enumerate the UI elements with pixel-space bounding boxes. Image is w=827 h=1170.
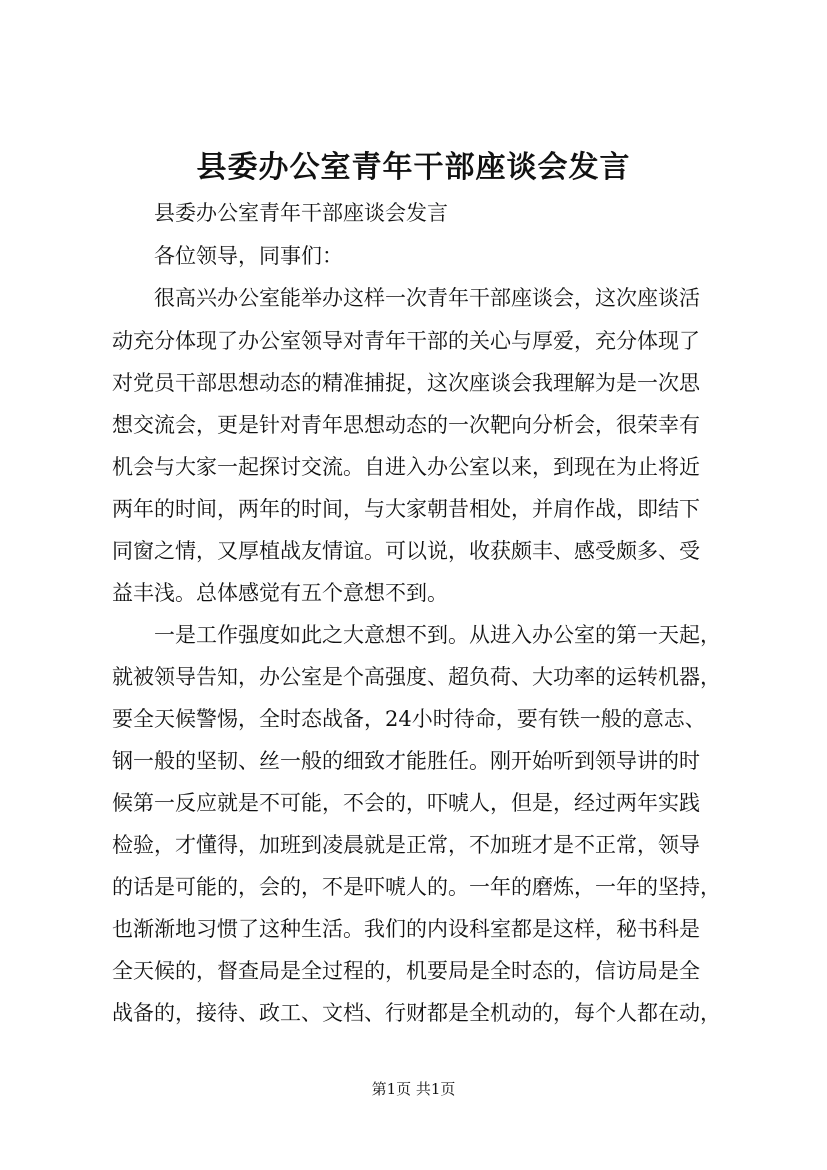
subtitle: 县委办公室青年干部座谈会发言 — [154, 201, 448, 225]
paragraph1-line: 同窗之情，又厚植战友情谊。可以说，收获颇丰、感受颇多、受 — [112, 539, 700, 563]
paragraph1-line: 对党员干部思想动态的精准捕捉，这次座谈会我理解为是一次思 — [112, 371, 700, 395]
paragraph2-line: 钢一般的坚韧、丝一般的细致才能胜任。刚开始听到领导讲的时 — [112, 749, 700, 773]
paragraph2-line: 就被领导告知，办公室是个高强度、超负荷、大功率的运转机器， — [112, 665, 721, 689]
paragraph2-line: 全天候的，督查局是全过程的，机要局是全时态的，信访局是全 — [112, 959, 700, 983]
paragraph2-line: 也渐渐地习惯了这种生活。我们的内设科室都是这样，秘书科是 — [112, 917, 700, 941]
paragraph2-line: 战备的，接待、政工、文档、行财都是全机动的，每个人都在动， — [112, 1001, 721, 1025]
paragraph2-line: 一是工作强度如此之大意想不到。从进入办公室的第一天起， — [154, 623, 721, 647]
paragraph1-line: 动充分体现了办公室领导对青年干部的关心与厚爱，充分体现了 — [112, 329, 700, 353]
paragraph1-line: 很高兴办公室能举办这样一次青年干部座谈会，这次座谈活 — [154, 286, 700, 310]
paragraph1-line: 两年的时间，两年的时间，与大家朝昔相处，并肩作战，即结下 — [112, 497, 700, 521]
paragraph2-line: 要全天候警惕，全时态战备，24小时待命，要有铁一般的意志、 — [112, 707, 706, 731]
page-title: 县委办公室青年干部座谈会发言 — [196, 150, 631, 185]
paragraph2-line: 的话是可能的，会的，不是吓唬人的。一年的磨炼，一年的坚持， — [112, 875, 721, 899]
paragraph1-line: 机会与大家一起探讨交流。自进入办公室以来，到现在为止将近 — [112, 455, 700, 479]
paragraph1-line: 益丰浅。总体感觉有五个意想不到。 — [112, 581, 448, 605]
page-footer: 第1页 共1页 — [371, 1080, 456, 1098]
paragraph1-line: 想交流会，更是针对青年思想动态的一次靶向分析会，很荣幸有 — [112, 413, 700, 437]
paragraph2-line: 检验，才懂得，加班到凌晨就是正常，不加班才是不正常，领导 — [112, 833, 700, 857]
paragraph2-line: 候第一反应就是不可能，不会的，吓唬人，但是，经过两年实践 — [112, 791, 700, 815]
salutation: 各位领导，同事们： — [154, 244, 343, 268]
